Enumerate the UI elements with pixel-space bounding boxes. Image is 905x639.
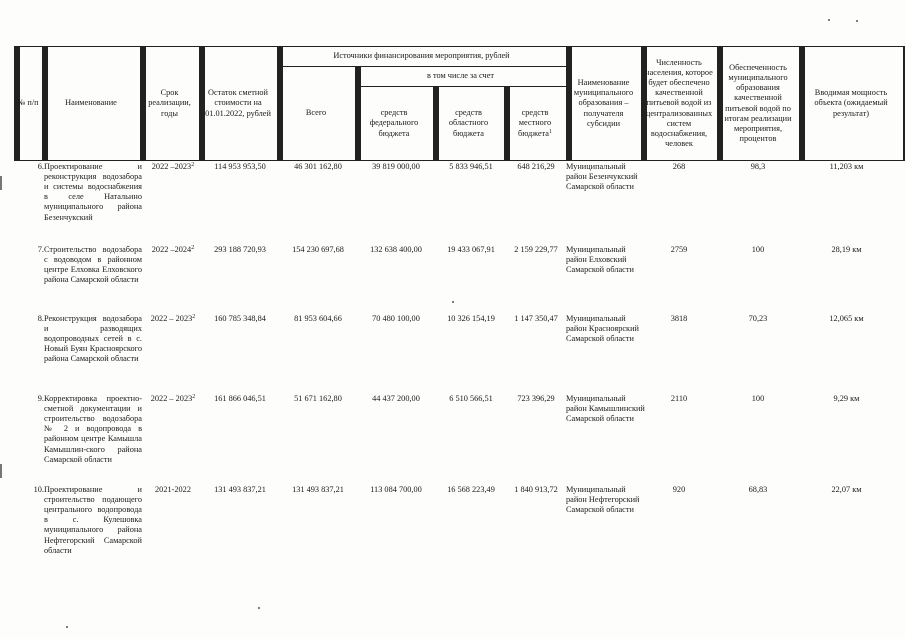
row-federal: 70 480 100,00 <box>372 314 420 323</box>
row-local: 648 216,29 <box>517 162 555 171</box>
row-supply: 70,23 <box>748 314 768 323</box>
row-local: 2 159 229,77 <box>514 245 558 254</box>
row-municipality: Муниципальный район Красноярский Самарской области <box>566 314 639 344</box>
row-total: 131 493 837,21 <box>292 485 344 494</box>
row-federal: 39 819 000,00 <box>372 162 420 171</box>
row-term: 2022 – 2023$^2$ <box>150 314 196 323</box>
row-remainder: 161 866 046,51 <box>214 394 266 403</box>
row-num: 7. <box>37 245 44 254</box>
row-regional: 5 833 946,51 <box>449 162 493 171</box>
row-capacity: 9,29 км <box>833 394 860 403</box>
header-local: средств местного бюджета$^1$ <box>518 108 552 138</box>
row-capacity: 22,07 км <box>831 485 862 494</box>
row-term: 2022 –2024$^2$ <box>151 245 195 254</box>
header-term: Срок реализации, годы <box>148 88 191 118</box>
header-municipality: Наименование муниципального образования – получателя субсидии <box>573 78 634 128</box>
row-regional: 10 326 154,19 <box>447 314 495 323</box>
scan-speck <box>66 626 68 628</box>
table-header <box>14 46 905 161</box>
row-total: 154 230 697,68 <box>292 245 344 254</box>
row-total: 51 671 162,80 <box>294 394 342 403</box>
row-num: 10. <box>33 485 44 494</box>
row-municipality: Муниципальный район Безенчукский Самарской области <box>566 162 638 192</box>
row-population: 2110 <box>670 394 688 403</box>
row-name: Проектирование и реконструкция водозабора и системы водоснабжения в селе Натальино муниципального района Безенчукский <box>44 162 142 222</box>
row-federal: 113 084 700,00 <box>370 485 422 494</box>
row-num: 9. <box>37 394 44 403</box>
row-num: 8. <box>37 314 44 323</box>
header-capacity: Вводимая мощность объекта (ожидаемый результат) <box>814 88 888 118</box>
row-capacity: 11,203 км <box>829 162 864 171</box>
scan-speck <box>258 607 260 609</box>
row-total: 81 953 604,66 <box>294 314 342 323</box>
header-num: № п/п <box>17 98 39 108</box>
row-capacity: 12,065 км <box>829 314 864 323</box>
row-name: Строительство водозабора с водоводом в районном центре Елховка Елховского района Самарской области <box>44 245 142 285</box>
row-term: 2022 – 2023$^2$ <box>150 394 196 403</box>
row-supply: 68,83 <box>748 485 768 494</box>
scan-speck <box>856 20 858 22</box>
row-local: 1 840 913,72 <box>514 485 558 494</box>
row-population: 3818 <box>670 314 688 323</box>
header-regional: средств областного бюджета <box>448 108 489 138</box>
header-including: в том числе за счет <box>426 70 495 80</box>
row-municipality: Муниципальный район Нефтегорский Самарской области <box>566 485 640 515</box>
row-federal: 132 638 400,00 <box>370 245 422 254</box>
row-total: 46 301 162,80 <box>294 162 342 171</box>
row-supply: 100 <box>751 394 765 403</box>
row-federal: 44 437 200,00 <box>372 394 420 403</box>
row-population: 268 <box>672 162 686 171</box>
scan-edge-mark <box>0 464 2 478</box>
scan-edge-mark <box>0 176 2 190</box>
row-regional: 16 568 223,49 <box>447 485 495 494</box>
row-remainder: 131 493 837,21 <box>214 485 266 494</box>
row-population: 2759 <box>670 245 688 254</box>
row-supply: 100 <box>751 245 765 254</box>
header-supply: Обеспеченность муниципального образования качественной питьевой водой по итогам реализации мероприятия, процентов <box>724 63 792 143</box>
row-capacity: 28,19 км <box>831 245 862 254</box>
row-remainder: 114 953 953,50 <box>214 162 266 171</box>
row-remainder: 160 785 348,84 <box>214 314 266 323</box>
row-local: 1 147 350,47 <box>514 314 558 323</box>
header-sources: Источники финансирования мероприятия, рублей <box>333 50 510 60</box>
row-local: 723 396,29 <box>517 394 555 403</box>
header-federal: средств федерального бюджета <box>369 108 419 138</box>
header-total: Всего <box>305 108 327 118</box>
row-name: Корректировка проектно-сметной документации и строительство водозабора № 2 и водопровода в районном центре Камышла Камышлин-ского района Самарской области <box>44 394 142 464</box>
header-population: Численность населения, которое будет обеспечено качественной питьевой водой из централизованных систем водоснабжения, человек <box>645 58 713 148</box>
header-name: Наименование <box>65 98 117 108</box>
row-municipality: Муниципальный район Камышлинский Самарской области <box>566 394 645 424</box>
row-term: 2022 –2023$^2$ <box>151 162 195 171</box>
row-population: 920 <box>672 485 686 494</box>
row-supply: 98,3 <box>750 162 766 171</box>
scan-speck <box>452 301 454 303</box>
row-term: 2021-2022 <box>155 485 191 494</box>
row-remainder: 293 188 720,93 <box>214 245 266 254</box>
row-num: 6. <box>37 162 44 171</box>
row-regional: 19 433 067,91 <box>447 245 495 254</box>
row-name: Реконструкция водозабора и разводящих водопроводных сетей в с. Новый Буян Красноярского района Самарской области <box>44 314 142 364</box>
row-municipality: Муниципальный район Елховский Самарской области <box>566 245 634 275</box>
header-remainder: Остаток сметной стоимости на 01.01.2022, рублей <box>205 88 271 118</box>
row-name: Проектирование и строительство подающего центрального водопровода в с. Кулешовка муниципального района Нефтегорский Самарской области <box>44 485 142 555</box>
scan-speck <box>828 19 830 21</box>
row-regional: 6 510 566,51 <box>449 394 493 403</box>
